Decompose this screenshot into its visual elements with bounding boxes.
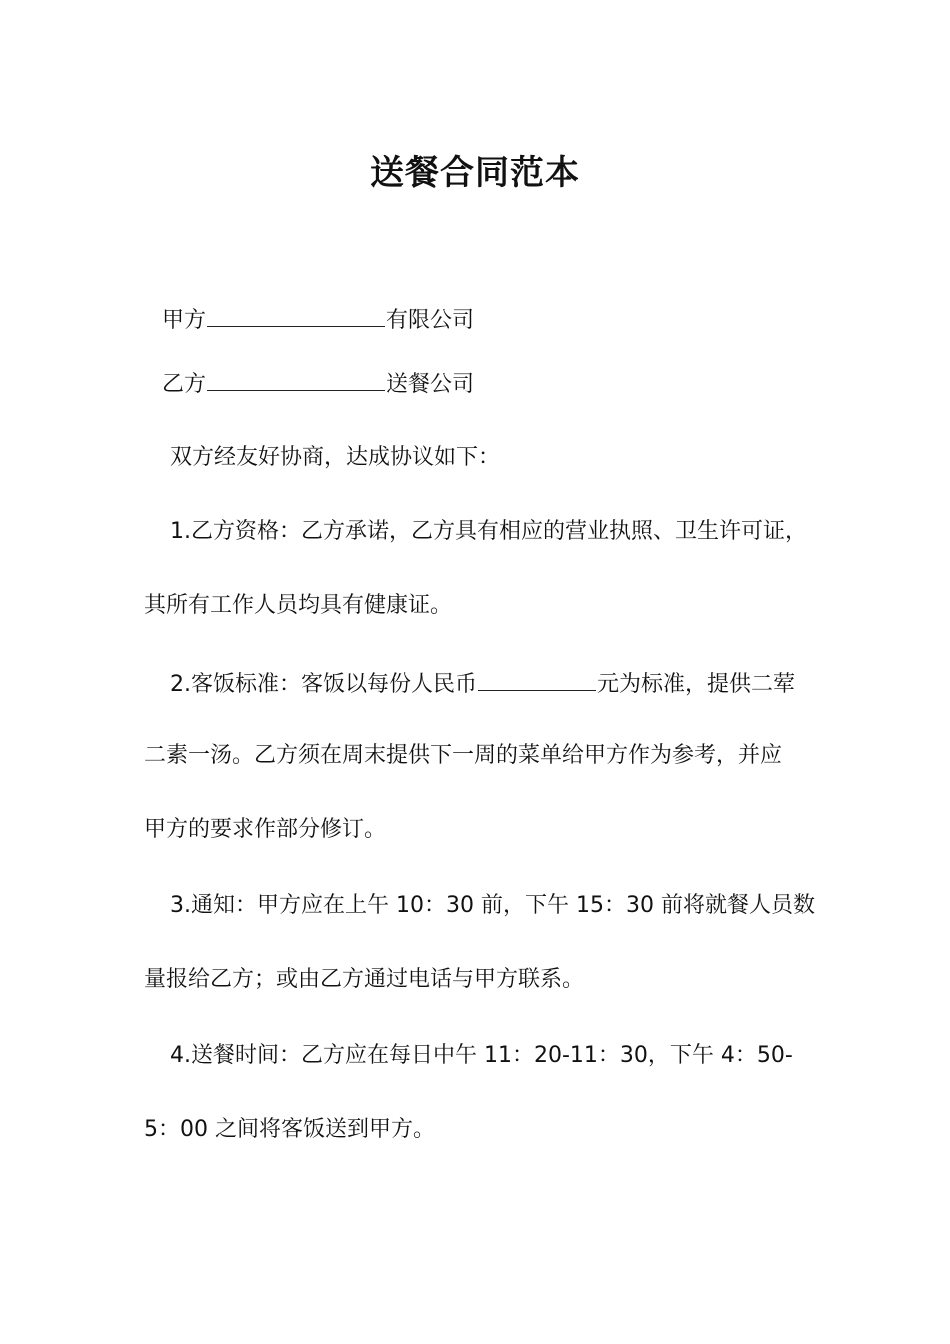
party-a-line: [162, 302, 474, 337]
party-a-suffix: 有限公司: [386, 308, 475, 333]
clause2-line1: [170, 666, 795, 701]
party-a-blank[interactable]: [207, 302, 385, 327]
clause2-line1-pre: 2.客饭标准：客饭以每份人民币: [170, 672, 477, 697]
clause3-line1: 3.通知：甲方应在上午 10：30 前，下午 15：30 前将就餐人员数: [170, 893, 815, 918]
party-b-suffix: 送餐公司: [386, 372, 475, 397]
clause4-line2: 5：00 之间将客饭送到甲方。: [144, 1117, 435, 1142]
document-title: 送餐合同范本: [370, 153, 580, 193]
clause2-line2: 二素一汤。乙方须在周末提供下一周的菜单给甲方作为参考，并应: [144, 743, 783, 768]
clause4-line1: 4.送餐时间：乙方应在每日中午 11：20-11：30，下午 4：50-: [170, 1043, 793, 1068]
clause1-line1: 1.乙方资格：乙方承诺，乙方具有相应的营业执照、卫生许可证，: [170, 519, 807, 544]
clause2-line3: 甲方的要求作部分修订。: [144, 817, 387, 842]
clause2-line1-post: 元为标准，提供二荤: [597, 672, 796, 697]
party-b-blank[interactable]: [207, 366, 385, 391]
party-a-label: 甲方: [162, 308, 207, 333]
party-b-line: [162, 366, 474, 401]
clause1-line2: 其所有工作人员均具有健康证。: [144, 593, 453, 618]
price-blank[interactable]: [478, 666, 596, 691]
clause3-line2: 量报给乙方；或由乙方通过电话与甲方联系。: [144, 967, 585, 992]
party-b-label: 乙方: [162, 372, 207, 397]
intro-text: 双方经友好协商，达成协议如下：: [170, 445, 501, 470]
